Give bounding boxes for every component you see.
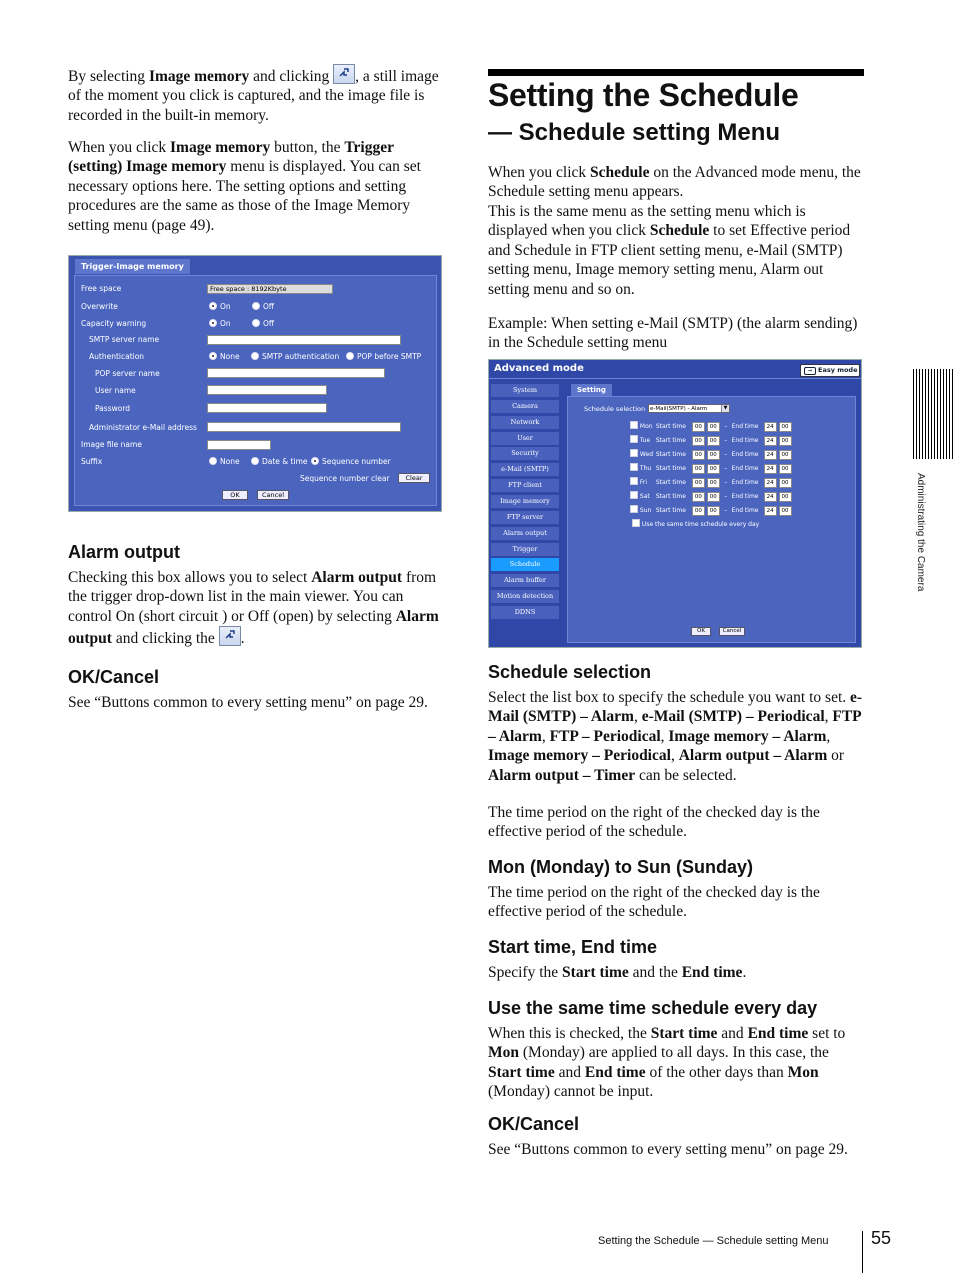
sidebar-item-ddns[interactable]: DDNS xyxy=(491,606,559,619)
end-hour-input[interactable]: 24 xyxy=(764,436,777,446)
radio-icon xyxy=(209,302,217,310)
checkbox-icon[interactable] xyxy=(630,421,638,429)
page-number: 55 xyxy=(871,1228,892,1248)
sidebar-item-system[interactable]: System xyxy=(491,384,559,397)
page-subtitle: — Schedule setting Menu xyxy=(488,119,781,146)
day-label: Sat xyxy=(639,493,650,500)
start-time-label: Start time xyxy=(655,507,686,514)
dash: – xyxy=(724,507,728,514)
suffix-datetime-radio[interactable]: Date & time xyxy=(251,457,308,466)
day-label: Thu xyxy=(639,465,652,472)
overwrite-off[interactable]: Off xyxy=(252,302,274,311)
end-hour-input[interactable]: 24 xyxy=(764,422,777,432)
auth-none-radio[interactable]: None xyxy=(209,352,240,361)
start-end-time-paragraph: Specify the Start time and the End time. xyxy=(488,964,747,981)
same-time-heading: Use the same time schedule every day xyxy=(488,998,818,1018)
sidebar-item-ftp-server[interactable]: FTP server xyxy=(491,511,559,524)
auth-pop-radio[interactable]: POP before SMTP xyxy=(346,352,421,361)
panel-tab: Trigger-Image memory xyxy=(75,259,190,274)
intro-paragraph-2: When you click Image memory button, the Trigger (setting) Image memory menu is displayed. You can set necessary options here. The setting options and setting procedures are the same as those of the Image Memory setting menu (page 49). xyxy=(68,139,421,234)
radio-icon xyxy=(251,457,259,465)
radio-icon xyxy=(252,319,260,327)
end-hour-input[interactable]: 24 xyxy=(764,464,777,474)
start-time-label: Start time xyxy=(655,465,686,472)
advanced-mode-panel xyxy=(488,359,862,648)
sidebar-item-alarm-output[interactable]: Alarm output xyxy=(491,527,559,540)
capacity-warning-label: Capacity warning xyxy=(81,319,147,328)
day-row-sun xyxy=(630,505,850,515)
alarm-output-heading: Alarm output xyxy=(68,542,180,562)
same-time-checkbox[interactable]: Use the same time schedule every day xyxy=(632,519,759,528)
day-label: Wed xyxy=(639,451,654,458)
password-input[interactable] xyxy=(207,403,327,413)
side-tab-label-wrap xyxy=(912,473,926,623)
sidebar-item-schedule[interactable]: Schedule xyxy=(491,558,559,571)
mon-sun-paragraph: The time period on the right of the checked day is the effective period of the schedule. xyxy=(488,884,820,921)
schedule-selection-paragraph: Select the list box to specify the schedule you want to set. e-Mail (SMTP) – Alarm, e-Mail (SMTP) – Periodical, FTP – Alarm, FTP – Periodical, Image memory – Alarm, Image memory – Periodical, Alarm output – Alarm or Alarm output – Timer can be selected. xyxy=(488,689,863,784)
checkbox-icon[interactable] xyxy=(630,449,638,457)
start-hour-input[interactable]: 00 xyxy=(692,450,705,460)
clear-button[interactable]: Clear xyxy=(398,473,430,483)
free-space-field: Free space : 8192Kbyte xyxy=(207,284,333,294)
cancel-button[interactable]: Cancel xyxy=(257,490,289,500)
right-intro-paragraph-1: When you click Schedule on the Advanced mode menu, the Schedule setting menu appears. xyxy=(488,164,861,201)
capture-icon xyxy=(219,626,241,646)
ok-cancel-paragraph-left: See “Buttons common to every setting menu” on page 29. xyxy=(68,694,428,711)
password-label: Password xyxy=(95,404,131,413)
running-footer-title: Setting the Schedule — Schedule setting Menu xyxy=(598,1235,829,1247)
dash: – xyxy=(724,423,728,430)
suffix-sequence-radio[interactable]: Sequence number xyxy=(311,457,391,466)
user-name-label: User name xyxy=(95,386,136,395)
sidebar-item-network[interactable]: Network xyxy=(491,416,559,429)
day-label: Tue xyxy=(639,437,651,444)
ok-cancel-heading-right: OK/Cancel xyxy=(488,1114,580,1134)
checkbox-icon[interactable] xyxy=(630,477,638,485)
end-hour-input[interactable]: 24 xyxy=(764,492,777,502)
example-paragraph: Example: When setting e-Mail (SMTP) (the alarm sending) in the Schedule setting menu xyxy=(488,315,858,352)
easy-mode-button[interactable]: → Easy mode xyxy=(800,364,860,377)
end-time-label: End time xyxy=(731,451,759,458)
capture-icon xyxy=(333,64,355,84)
day-label: Sun xyxy=(639,507,652,514)
radio-icon xyxy=(311,457,319,465)
chevron-down-icon: ▼ xyxy=(721,405,729,412)
start-hour-input[interactable]: 00 xyxy=(692,464,705,474)
advanced-mode-header: Advanced mode xyxy=(494,363,584,374)
start-minute-input[interactable]: 00 xyxy=(707,506,720,516)
ok-button[interactable]: OK xyxy=(691,627,711,636)
day-row-wed xyxy=(630,449,850,459)
header-divider xyxy=(489,378,861,379)
suffix-label: Suffix xyxy=(81,457,103,466)
start-time-label: Start time xyxy=(655,423,686,430)
radio-icon xyxy=(209,457,217,465)
schedule-selection-paragraph-2: The time period on the right of the checked day is the effective period of the schedule. xyxy=(488,804,820,841)
side-tab-label: Administrating the Camera xyxy=(915,473,926,592)
pop-server-name-input[interactable] xyxy=(207,368,385,378)
mon-sun-heading: Mon (Monday) to Sun (Sunday) xyxy=(488,857,753,877)
end-time-label: End time xyxy=(731,479,759,486)
start-hour-input[interactable]: 00 xyxy=(692,478,705,488)
start-minute-input[interactable]: 00 xyxy=(707,450,720,460)
admin-email-input[interactable] xyxy=(207,422,401,432)
start-time-label: Start time xyxy=(655,451,686,458)
end-minute-input[interactable]: 00 xyxy=(779,464,792,474)
end-time-label: End time xyxy=(731,465,759,472)
dash: – xyxy=(724,479,728,486)
end-minute-input[interactable]: 00 xyxy=(779,478,792,488)
schedule-selection-select[interactable]: e-Mail(SMTP) - Alarm ▼ xyxy=(648,404,730,413)
radio-icon xyxy=(251,352,259,360)
start-minute-input[interactable]: 00 xyxy=(707,478,720,488)
day-row-mon xyxy=(630,421,850,431)
radio-icon xyxy=(346,352,354,360)
start-time-label: Start time xyxy=(655,437,686,444)
pop-server-name-label: POP server name xyxy=(95,369,160,378)
overwrite-label: Overwrite xyxy=(81,302,118,311)
schedule-settings-body xyxy=(567,396,856,643)
checkbox-icon[interactable] xyxy=(630,463,638,471)
panel-body xyxy=(74,275,437,506)
alarm-output-paragraph: Checking this box allows you to select Alarm output from the trigger drop-down list in the main viewer. You can control On (short circuit ) or Off (open) by selecting Alarm output and clicking the . xyxy=(68,569,439,648)
smtp-server-name-label: SMTP server name xyxy=(89,335,160,344)
page-title: Setting the Schedule xyxy=(488,77,799,113)
end-time-label: End time xyxy=(731,437,759,444)
dash: – xyxy=(724,437,728,444)
checkbox-icon xyxy=(632,519,640,527)
sidebar-item-email[interactable]: e-Mail (SMTP) xyxy=(491,463,559,476)
day-row-fri xyxy=(630,477,850,487)
start-minute-input[interactable]: 00 xyxy=(707,464,720,474)
sidebar-item-motion-detection[interactable]: Motion detection xyxy=(491,590,559,603)
radio-icon xyxy=(209,319,217,327)
end-minute-input[interactable]: 00 xyxy=(779,492,792,502)
dash: – xyxy=(724,465,728,472)
right-intro-paragraph-2: This is the same menu as the setting menu which is displayed when you click Schedule to set Effective period and Schedule in FTP client setting menu, e-Mail (SMTP) setting menu, Image memory setting menu, Alarm out setting menu and so on. xyxy=(488,203,851,298)
user-name-input[interactable] xyxy=(207,385,327,395)
overwrite-on[interactable]: On xyxy=(209,302,231,311)
sidebar-item-ftp-client[interactable]: FTP client xyxy=(491,479,559,492)
checkbox-icon[interactable] xyxy=(630,491,638,499)
suffix-none-radio[interactable]: None xyxy=(209,457,240,466)
start-minute-input[interactable]: 00 xyxy=(707,422,720,432)
radio-icon xyxy=(252,302,260,310)
authentication-label: Authentication xyxy=(89,352,145,361)
end-minute-input[interactable]: 00 xyxy=(779,422,792,432)
sidebar-item-security[interactable]: Security xyxy=(491,447,559,460)
start-end-time-heading: Start time, End time xyxy=(488,937,658,957)
tab-setting[interactable]: Setting xyxy=(571,384,612,396)
dash: – xyxy=(724,493,728,500)
day-row-tue xyxy=(630,435,850,445)
smtp-server-name-input[interactable] xyxy=(207,335,401,345)
trigger-image-memory-panel xyxy=(68,255,442,512)
sequence-clear-label: Sequence number clear xyxy=(300,474,390,483)
day-label: Mon xyxy=(639,423,653,430)
admin-email-label: Administrator e-Mail address xyxy=(89,423,197,432)
sidebar-item-image-memory[interactable]: Image memory xyxy=(491,495,559,508)
image-file-name-label: Image file name xyxy=(81,440,142,449)
dash: – xyxy=(724,451,728,458)
end-time-label: End time xyxy=(731,423,759,430)
sidebar-item-alarm-buffer[interactable]: Alarm buffer xyxy=(491,574,559,587)
side-tab-stripes xyxy=(913,369,954,459)
day-row-thu xyxy=(630,463,850,473)
capacity-on[interactable]: On xyxy=(209,319,231,328)
free-space-label: Free space xyxy=(81,284,122,293)
capacity-off[interactable]: Off xyxy=(252,319,274,328)
start-hour-input[interactable]: 00 xyxy=(692,436,705,446)
start-hour-input[interactable]: 00 xyxy=(692,492,705,502)
cancel-button[interactable]: Cancel xyxy=(719,627,745,636)
title-rule xyxy=(488,69,864,76)
day-label: Fri xyxy=(639,479,648,486)
checkbox-icon[interactable] xyxy=(630,505,638,513)
auth-smtp-radio[interactable]: SMTP authentication xyxy=(251,352,339,361)
end-time-label: End time xyxy=(731,507,759,514)
intro-paragraph-1: By selecting Image memory and clicking , a still image of the moment you click is captured, and the image file is recorded in the built-in memory. xyxy=(68,64,440,125)
ok-button[interactable]: OK xyxy=(222,490,248,500)
schedule-selection-heading: Schedule selection xyxy=(488,662,652,682)
schedule-selection-label: Schedule selection xyxy=(584,405,646,413)
end-time-label: End time xyxy=(731,493,759,500)
end-hour-input[interactable]: 24 xyxy=(764,478,777,488)
sidebar-item-trigger[interactable]: Trigger xyxy=(491,543,559,556)
start-minute-input[interactable]: 00 xyxy=(707,436,720,446)
checkbox-icon[interactable] xyxy=(630,435,638,443)
end-hour-input[interactable]: 24 xyxy=(764,450,777,460)
ok-cancel-paragraph-right: See “Buttons common to every setting menu” on page 29. xyxy=(488,1141,848,1158)
radio-icon xyxy=(209,352,217,360)
image-file-name-input[interactable] xyxy=(207,440,271,450)
same-time-paragraph: When this is checked, the Start time and End time set to Mon (Monday) are applied to all days. In this case, the Start time and End time of the other days than Mon (Monday) cannot be input. xyxy=(488,1025,846,1101)
arrow-right-icon: → xyxy=(804,367,816,375)
end-minute-input[interactable]: 00 xyxy=(779,450,792,460)
footer-divider xyxy=(862,1231,863,1273)
start-time-label: Start time xyxy=(655,493,686,500)
end-hour-input[interactable]: 24 xyxy=(764,506,777,516)
start-minute-input[interactable]: 00 xyxy=(707,492,720,502)
day-row-sat xyxy=(630,491,850,501)
end-minute-input[interactable]: 00 xyxy=(779,436,792,446)
end-minute-input[interactable]: 00 xyxy=(779,506,792,516)
start-hour-input[interactable]: 00 xyxy=(692,422,705,432)
start-hour-input[interactable]: 00 xyxy=(692,506,705,516)
sidebar-item-user[interactable]: User xyxy=(491,432,559,445)
sidebar-item-camera[interactable]: Camera xyxy=(491,400,559,413)
start-time-label: Start time xyxy=(655,479,686,486)
ok-cancel-heading-left: OK/Cancel xyxy=(68,667,160,687)
